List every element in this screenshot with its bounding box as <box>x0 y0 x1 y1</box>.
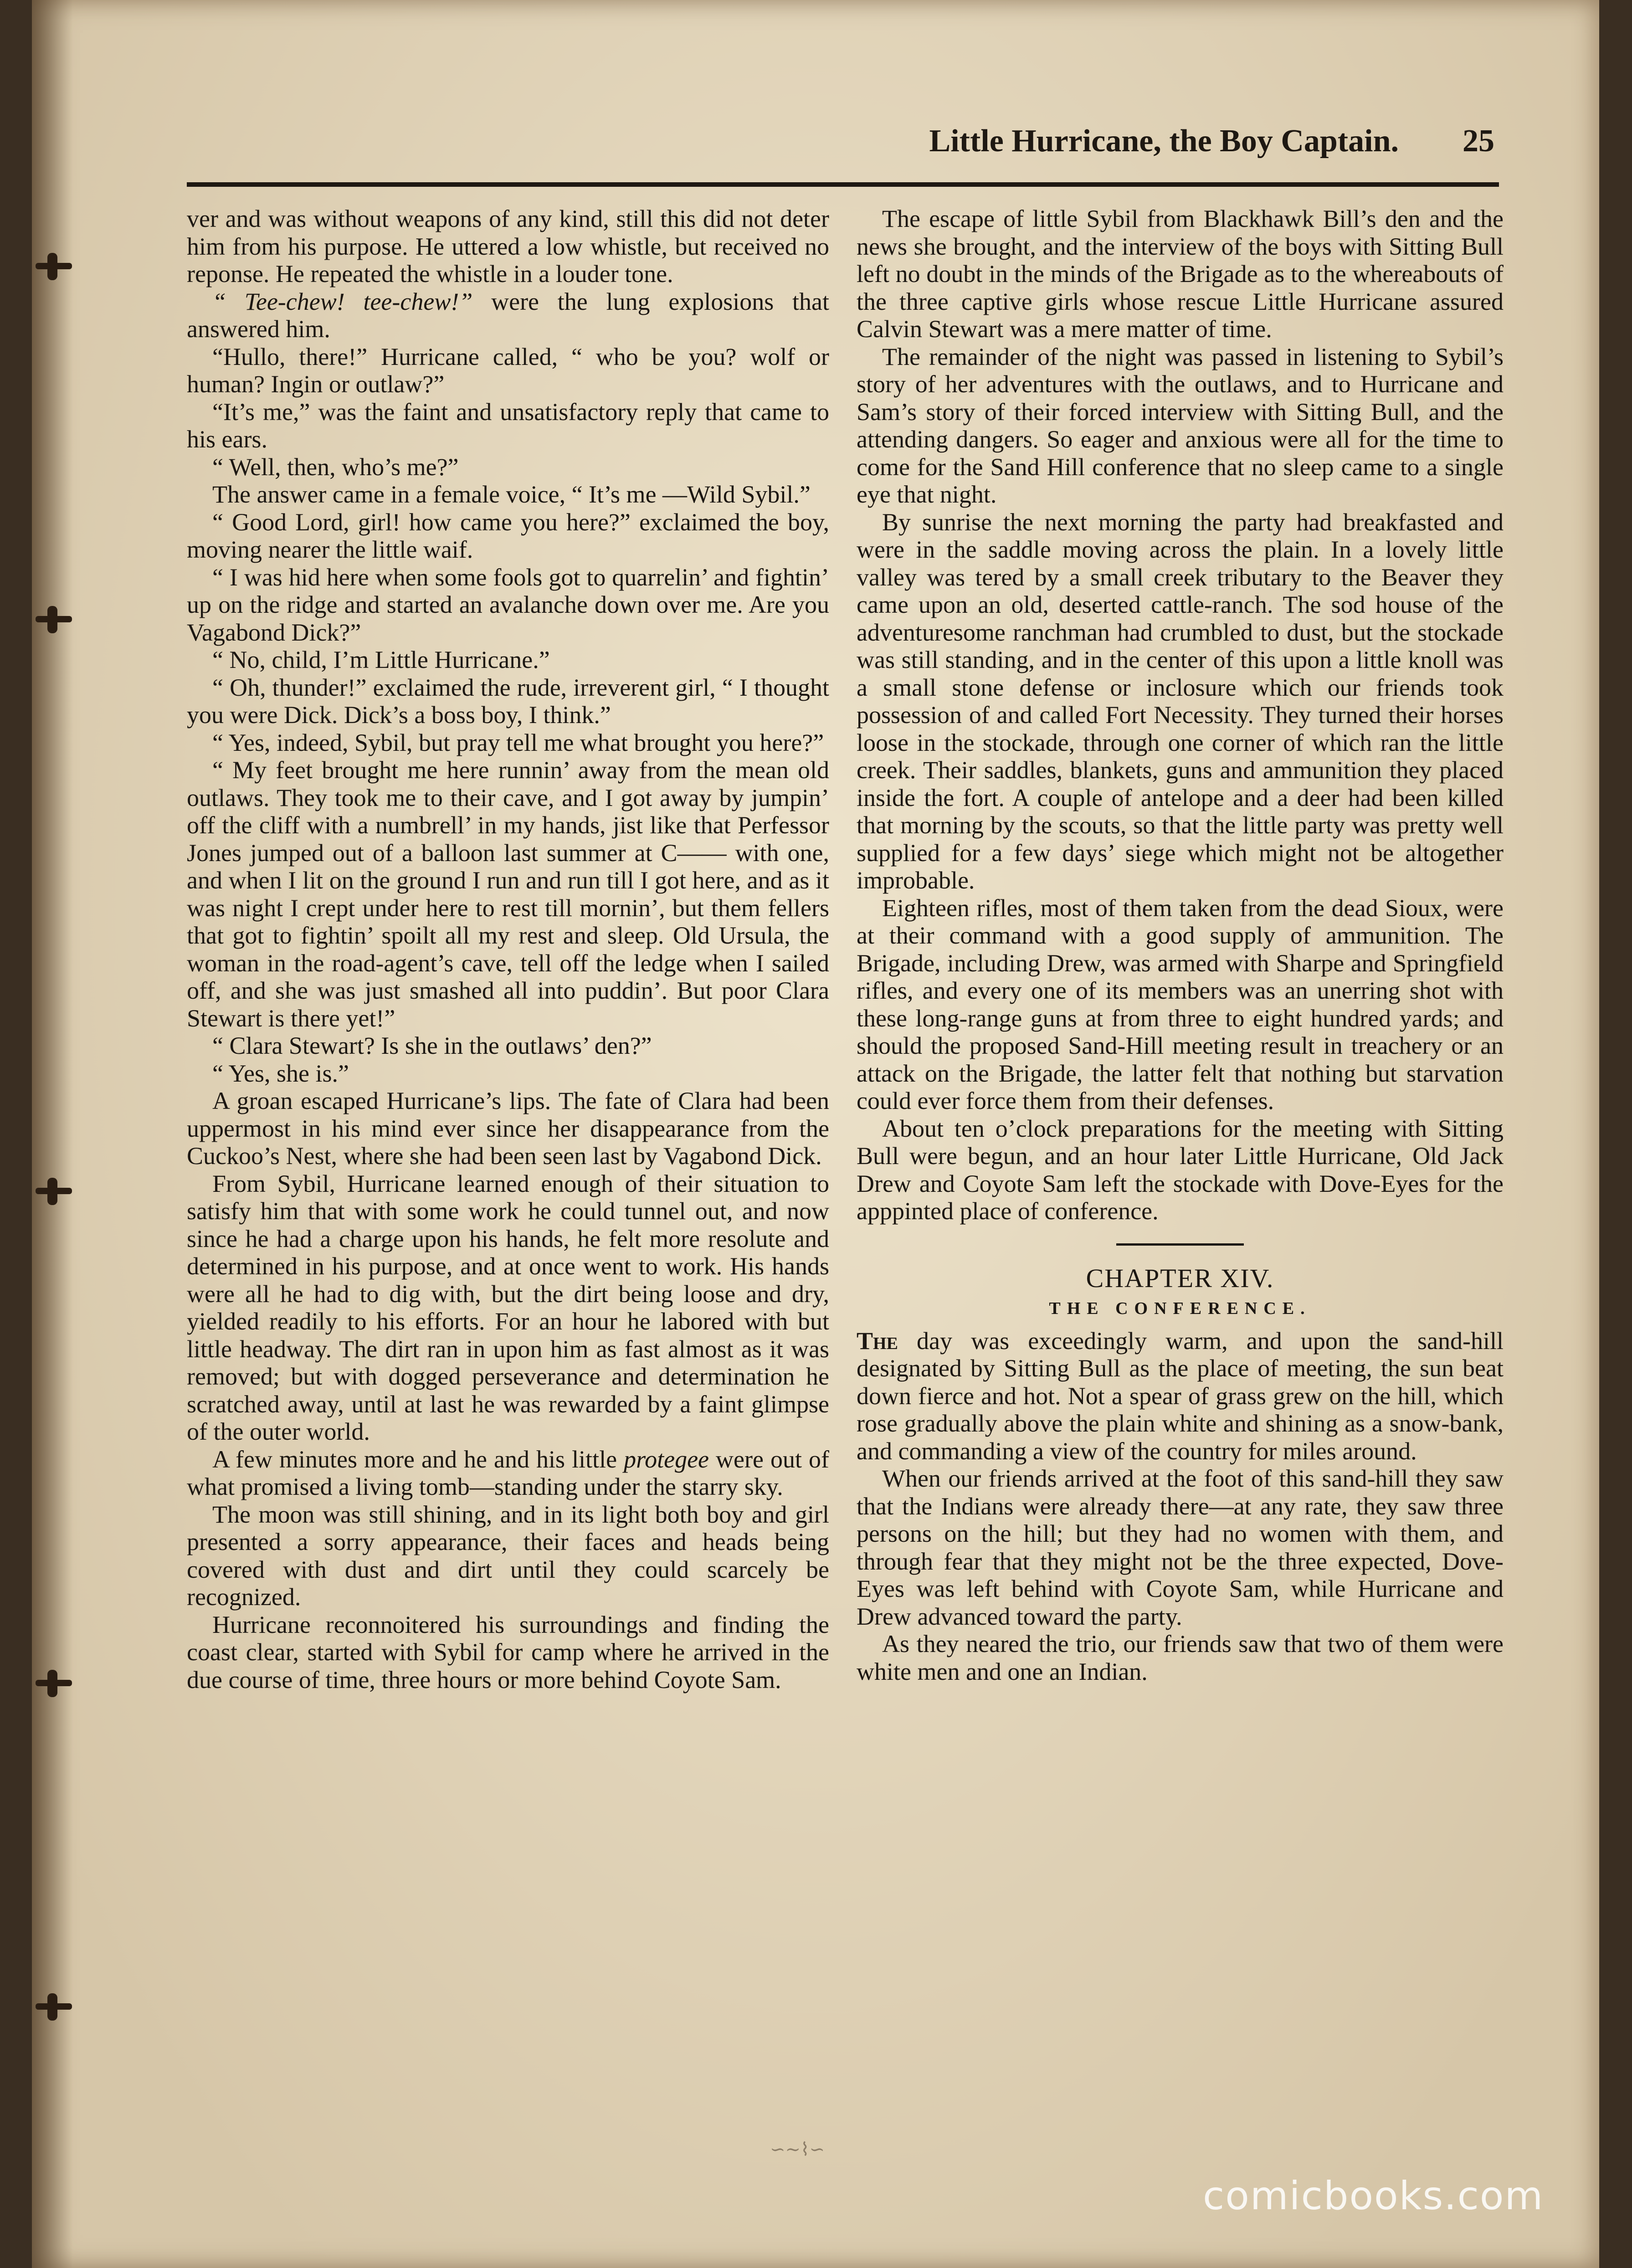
paragraph: The escape of little Sybil from Blackhawk Bill’s den and the news she brought, and the interview of the boys with Sitting Bull left no doubt in the minds of the Brigade as to the whereabouts of the three captive girls whose rescue Little Hurricane assured Calvin Stewart was a mere matter of time. <box>857 205 1504 343</box>
paragraph-text: A few minutes more and he and his little <box>212 1445 624 1473</box>
page-header <box>187 123 1494 169</box>
chapter-subtitle: THE CONFERENCE. <box>1049 1299 1311 1318</box>
paragraph-text: were the lung explosions that answered him. <box>187 287 829 343</box>
pencil-scribble: ∽∼⌇∽ <box>770 2139 825 2160</box>
paragraph: “ Clara Stewart? Is she in the outlaws’ den?” <box>212 1032 652 1059</box>
paragraph-text: were out of what promised a living tomb—standing under the starry sky. <box>187 1445 830 1500</box>
page-number: 25 <box>1463 123 1494 159</box>
paragraph: “It’s me,” was the faint and unsatisfactory reply that came to his ears. <box>187 398 829 453</box>
italic-word: protegee <box>624 1445 709 1473</box>
paragraph: “ Well, then, who’s me?” <box>212 453 459 481</box>
binding-stitch <box>36 253 72 280</box>
paragraph: Eighteen rifles, most of them taken from the dead Sioux, were at their command with a good supply of ammunition. The Brigade, including Drew, was armed with Sharpe and Springfield rifles, and every one of its members was an unerring shot with these long-range guns at from three to eight hundred yards; and should the proposed Sand-Hill meeting result in treachery or an attack on the Brigade, the latter felt that nothing but starvation could ever force them from their defenses. <box>857 894 1504 1114</box>
running-title: Little Hurricane, the Boy Captain. <box>929 123 1399 159</box>
paragraph: The remainder of the night was passed in listening to Sybil’s story of her adventures with the outlaws, and to Hurricane and Sam’s story of their forced interview with Sitting Bull, and the attending dangers. So eager and anxious were all for the time to come for the Sand Hill conference that no sleep came to a single eye that night. <box>857 343 1504 508</box>
paragraph: As they neared the trio, our friends saw that two of them were white men and one an Indian. <box>857 1630 1504 1685</box>
binding-stitch <box>36 606 72 633</box>
paragraph: A groan escaped Hurricane’s lips. The fate of Clara had been uppermost in his mind ever since her disappearance from the Cuckoo’s Nest, where she had been seen last by Vagabond Dick. <box>187 1087 829 1170</box>
paragraph: “ My feet brought me here runnin’ away from the mean old outlaws. They took me to their cave, and I got away by jumpin’ off the cliff with a numbrell’ in my hands, jist like that Perfessor Jones jumped out of a balloon last summer at C—— with one, and when I lit on the ground I run and run till I got here, and as it was night I crept under here to rest till mornin’, but them fellers that got to fightin’ spoilt all my rest and sleep. Old Ursula, the woman in the road-agent’s cave, tell off the ledge when I sailed off, and she was just smashed all into puddin’. But poor Clara Stewart is there yet!” <box>187 756 829 1032</box>
paragraph: “ Good Lord, girl! how came you here?” exclaimed the boy, moving nearer the little waif. <box>187 508 829 563</box>
chapter-rule <box>1116 1243 1244 1246</box>
paragraph: The moon was still shining, and in its light both boy and girl presented a sorry appearance, their faces and heads being covered with dust and dirt until they could scarcely be recognized. <box>187 1500 829 1611</box>
paragraph: ver and was without weapons of any kind, still this did not deter him from his purpose. He uttered a low whistle, but received no reponse. He repeated the whistle in a louder tone. <box>187 205 829 287</box>
paragraph: “ Oh, thunder!” exclaimed the rude, irreverent girl, “ I thought you were Dick. Dick’s a boss boy, I think.” <box>187 673 829 729</box>
drop-lead-word: The <box>857 1327 898 1355</box>
binding-stitch <box>36 1178 72 1205</box>
paragraph: “ Yes, indeed, Sybil, but pray tell me what brought you here?” <box>212 729 824 756</box>
paragraph: “ Yes, she is.” <box>212 1059 349 1087</box>
binding-stitch <box>36 1670 72 1697</box>
paragraph: “Hullo, there!” Hurricane called, “ who be you? wolf or human? Ingin or outlaw?” <box>187 343 829 398</box>
paragraph-text: day was exceedingly warm, and upon the sand-hill designated by Sitting Bull as the place of meeting, the sun beat down fierce and hot. Not a spear of grass grew on the hill, which rose gradually above the plain white and shining as a snow-bank, and commanding a view of the country for miles around. <box>857 1327 1504 1465</box>
paragraph: “ I was hid here when some fools got to quarrelin’ and fightin’ up on the ridge and started an avalanche down over me. Are you Vagabond Dick?” <box>187 563 829 646</box>
binding-gutter <box>32 0 73 2268</box>
paragraph: When our friends arrived at the foot of this sand-hill they saw that the Indians were already there—at any rate, they saw three persons on the hill; but they had no women with them, and through fear that they might not be the three expected, Dove-Eyes was left behind with Coyote Sam, while Hurricane and Drew advanced toward the party. <box>857 1465 1504 1630</box>
italic-quote: “ Tee-chew! tee-chew!” <box>212 287 473 315</box>
paragraph: Hurricane reconnoitered his surroundings and finding the coast clear, started with Sybil for camp where he arrived in the due course of time, three hours or more behind Coyote Sam. <box>187 1611 829 1693</box>
chapter-title: CHAPTER XIV. <box>1086 1263 1274 1293</box>
header-rule <box>187 182 1499 187</box>
paragraph: The answer came in a female voice, “ It’s me —Wild Sybil.” <box>212 481 811 508</box>
paragraph <box>857 1327 1504 1465</box>
watermark-logo: comicbooks.com <box>1203 2173 1544 2219</box>
paragraph <box>187 1446 829 1501</box>
left-column <box>187 205 829 1693</box>
paragraph: From Sybil, Hurricane learned enough of their situation to satisfy him that with some work he could tunnel out, and now since he had a charge upon his hands, he felt more resolute and determined in his purpose, and at once went to work. His hands were all he had to dig with, but the dirt being loose and dry, yielded readily to his efforts. For an hour he labored with but little headway. The dirt ran in upon him as fast almost as it was removed; but with dogged perseverance and determination he scratched away, until at last he was rewarded by a faint glimpse of the outer world. <box>187 1170 829 1445</box>
paragraph <box>187 288 829 343</box>
right-column <box>857 205 1504 1685</box>
binding-stitch <box>36 1993 72 2021</box>
paragraph: “ No, child, I’m Little Hurricane.” <box>212 646 550 673</box>
paragraph: By sunrise the next morning the party had breakfasted and were in the saddle moving across the plain. In a lovely little valley was tered by a small creek tributary to the Beaver they came upon an old, deserted cattle-ranch. The sod house of the adventuresome ranchman had crumbled to dust, but the stockade was still standing, and in the center of this upon a little knoll was a small stone defense or inclosure which our friends took possession of and called Fort Necessity. They turned their horses loose in the stockade, through one corner of which ran the little creek. Their saddles, blankets, guns and ammunition they placed inside the fort. A couple of antelope and a deer had been killed that morning by the scouts, so that the little party was pretty well supplied for a few days’ siege which might not be altogether improbable. <box>857 508 1504 894</box>
chapter-heading <box>857 1243 1504 1323</box>
paragraph: About ten o’clock preparations for the meeting with Sitting Bull were begun, and an hour later Little Hurricane, Old Jack Drew and Coyote Sam left the stockade with Dove-Eyes for the apppinted place of conference. <box>857 1114 1504 1225</box>
